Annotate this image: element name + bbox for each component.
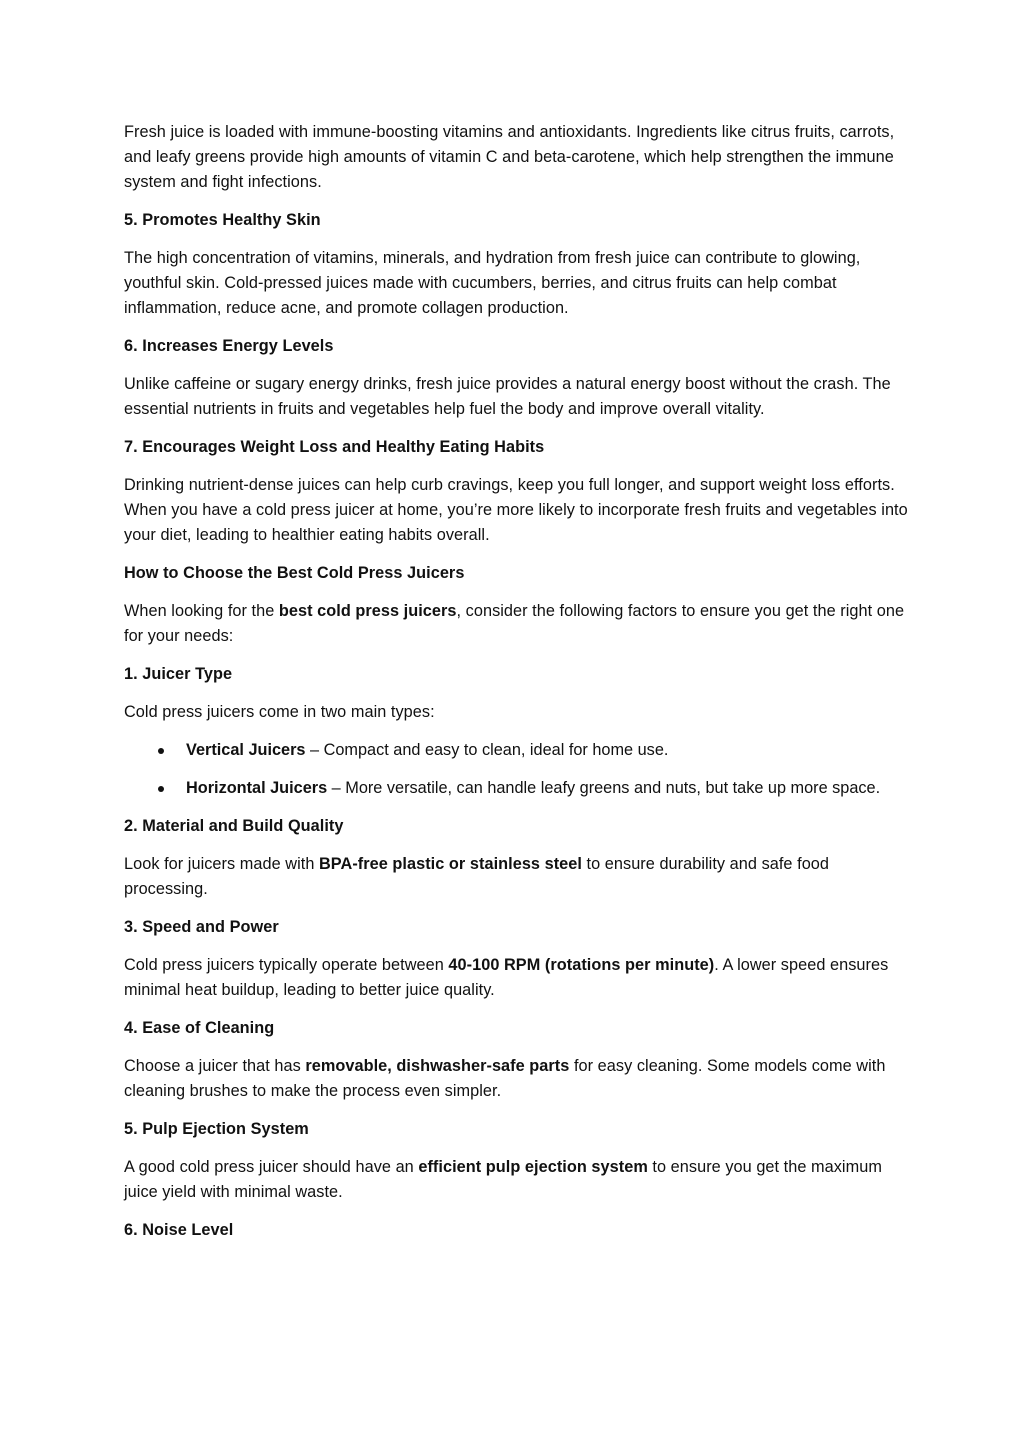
text-run: to ensure you get the maximum juice yield with minimal waste. [124,1158,882,1201]
list-item [124,776,914,801]
text-run: When looking for the [124,602,279,620]
bold-text: Horizontal Juicers [186,779,328,797]
text-run: The high concentration of vitamins, minerals, and hydration from fresh juice can contribute to glowing, youthful skin. Cold-pressed juices made with cucumbers, berries, and citrus fruits can help combat inflammation, reduce acne, and promote collagen production. [124,249,861,317]
text-run: Drinking nutrient-dense juices can help curb cravings, keep you full longer, and support weight loss efforts. When you have a cold press juicer at home, you’re more likely to incorporate fresh fruits and vegetables into your diet, leading to healthier eating habits overall. [124,476,908,544]
text-run: Fresh juice is loaded with immune-boosting vitamins and antioxidants. Ingredients like citrus fruits, carrots, and leafy greens provide high amounts of vitamin C and beta-carotene, which help strengthen the immune system and fight infections. [124,123,895,191]
text-run: Look for juicers made with [124,855,319,873]
text-run: . A lower speed ensures minimal heat buildup, leading to better juice quality. [124,956,889,999]
bold-text: BPA-free plastic or stainless steel [319,855,582,873]
text-run: A good cold press juicer should have an [124,1158,419,1176]
bullet-icon [158,786,164,792]
healthy-skin-paragraph [124,246,914,321]
weight-loss-paragraph [124,473,914,548]
list-item [124,738,914,763]
bold-text: Vertical Juicers [186,741,306,759]
heading-ease-cleaning: 4. Ease of Cleaning [124,1019,275,1037]
pulp-ejection-paragraph [124,1155,914,1205]
material-paragraph [124,852,914,902]
text-run: Unlike caffeine or sugary energy drinks, fresh juice provides a natural energy boost without the crash. The essential nutrients in fruits and vegetables help fuel the body and improve overall vitality. [124,375,891,418]
speed-power-paragraph [124,953,914,1003]
energy-paragraph [124,372,914,422]
text-run: to ensure durability and safe food processing. [124,855,830,898]
heading-material: 2. Material and Build Quality [124,817,344,835]
text-run: – Compact and easy to clean, ideal for home use. [305,741,669,759]
bold-text: 40-100 RPM (rotations per minute) [448,956,715,974]
immune-paragraph [124,120,914,195]
bold-text: efficient pulp ejection system [418,1158,648,1176]
text-run: Cold press juicers come in two main types: [124,703,435,721]
how-to-choose-paragraph [124,599,914,649]
text-run: , consider the following factors to ensure you get the right one for your needs: [124,602,905,645]
heading-juicer-type: 1. Juicer Type [124,665,233,683]
bullet-icon [158,748,164,754]
heading-energy-levels: 6. Increases Energy Levels [124,337,334,355]
heading-pulp-ejection: 5. Pulp Ejection System [124,1120,309,1138]
document-page [124,120,914,1256]
bold-text: best cold press juicers [278,602,457,620]
bold-text: removable, dishwasher-safe parts [305,1057,570,1075]
heading-how-to-choose: How to Choose the Best Cold Press Juicers [124,564,465,582]
heading-speed-power: 3. Speed and Power [124,918,279,936]
text-run: Cold press juicers typically operate between [124,956,449,974]
juicer-type-paragraph [124,700,914,725]
heading-weight-loss: 7. Encourages Weight Loss and Healthy Eating Habits [124,438,545,456]
text-run: – More versatile, can handle leafy greens and nuts, but take up more space. [327,779,881,797]
juicer-type-list [124,738,914,801]
heading-healthy-skin: 5. Promotes Healthy Skin [124,211,321,229]
text-run: Choose a juicer that has [124,1057,306,1075]
heading-noise-level: 6. Noise Level [124,1221,234,1239]
text-run: for easy cleaning. Some models come with cleaning brushes to make the process even simpler. [124,1057,886,1100]
ease-cleaning-paragraph [124,1054,914,1104]
